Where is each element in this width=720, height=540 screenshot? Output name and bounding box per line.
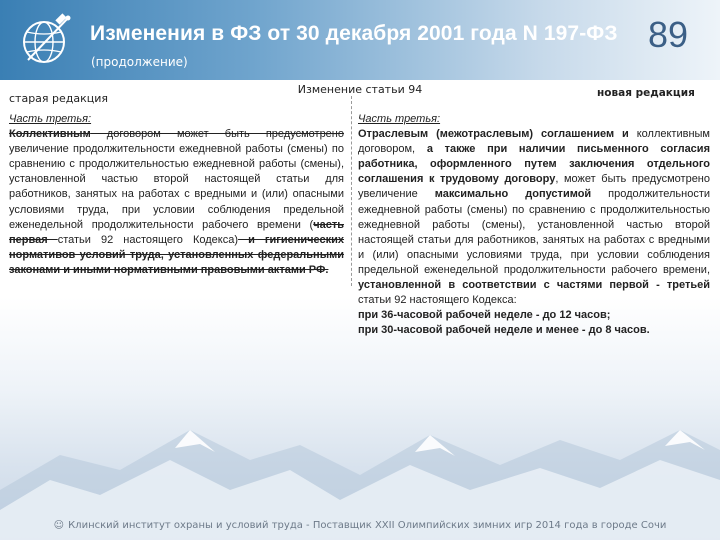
old-kept-article-ref: статьи 92 настоящего Кодекса): [57, 233, 239, 246]
new-text: продолжительности ежедневной работы (смены) по сравнению с продолжительностью ежедневной работы (смены), установленной частью второй настоящей статьи для работников, занятых на работах с вредными и (или) опасными условиями труда, при условии соблюдения предельной еженедельной продолжительности рабочего времени,: [358, 188, 711, 276]
footer-text: Клинский институт охраны и условий труда - Поставщик XXII Олимпийских зимних игр 2014 года в городе Сочи: [68, 520, 667, 531]
mountain-background-image: [0, 360, 720, 540]
section-title: Изменение статьи 94: [297, 83, 423, 96]
old-part-body: [9, 127, 344, 278]
new-part-body: [358, 127, 710, 308]
old-part-heading: Часть третья:: [9, 113, 92, 125]
new-text: статьи 92 настоящего Кодекса:: [358, 294, 517, 307]
copyright-icon: ☺: [53, 520, 65, 531]
header-bar: [0, 0, 720, 80]
old-deleted-text: договором может быть предусмотрено: [90, 128, 344, 141]
new-added-max: максимально допустимой: [434, 188, 592, 201]
footer: [0, 520, 720, 531]
page-subtitle: (продолжение): [91, 55, 188, 69]
page-title: Изменения в ФЗ от 30 декабря 2001 года N 197-ФЗ: [90, 22, 618, 45]
old-deleted-bold: Коллективным: [9, 128, 91, 141]
new-added-agreement: Отраслевым (межотраслевым) соглашением и: [358, 128, 629, 141]
new-line-36h: при 36-часовой рабочей неделе - до 12 часов;: [358, 309, 611, 322]
new-version-label: новая редакция: [597, 87, 695, 99]
old-version-label: старая редакция: [9, 92, 109, 105]
new-text: коллективным договором,: [358, 128, 710, 156]
new-line-30h: при 30-часовой рабочей неделе и менее - до 8 часов.: [358, 324, 650, 337]
page-number: 89: [648, 14, 689, 55]
old-version-text: [9, 112, 344, 278]
new-added-consent: а также при наличии письменного согласия работника, оформленного путем заключения отдельного соглашения к трудовому договору: [358, 143, 710, 186]
new-text: , может быть предусмотрено увеличение: [358, 173, 711, 201]
new-added-parts-ref: установленной в соответствии с частями первой - третьей: [358, 279, 710, 292]
old-deleted-hygiene-clause: и гигиенических нормативов условий труда, установленных федеральными законами и иными нормативными правовыми актами РФ.: [9, 233, 345, 276]
new-part-heading: Часть третья:: [358, 113, 441, 125]
new-version-text: [358, 112, 710, 338]
column-divider: [351, 96, 352, 286]
old-deleted-part-ref: часть первая: [9, 218, 344, 246]
globe-satellite-logo-icon: [18, 12, 74, 68]
old-kept-text: увеличение продолжительности ежедневной работы (смены) по сравнению с продолжительностью ежедневной работы (смены), установленной частью второй настоящей статьи для работников, занятых на работах с вредными и (или) опасными условиями труда, при условии соблюдения предельной еженедельной продолжительности рабочего времени (: [9, 143, 344, 231]
